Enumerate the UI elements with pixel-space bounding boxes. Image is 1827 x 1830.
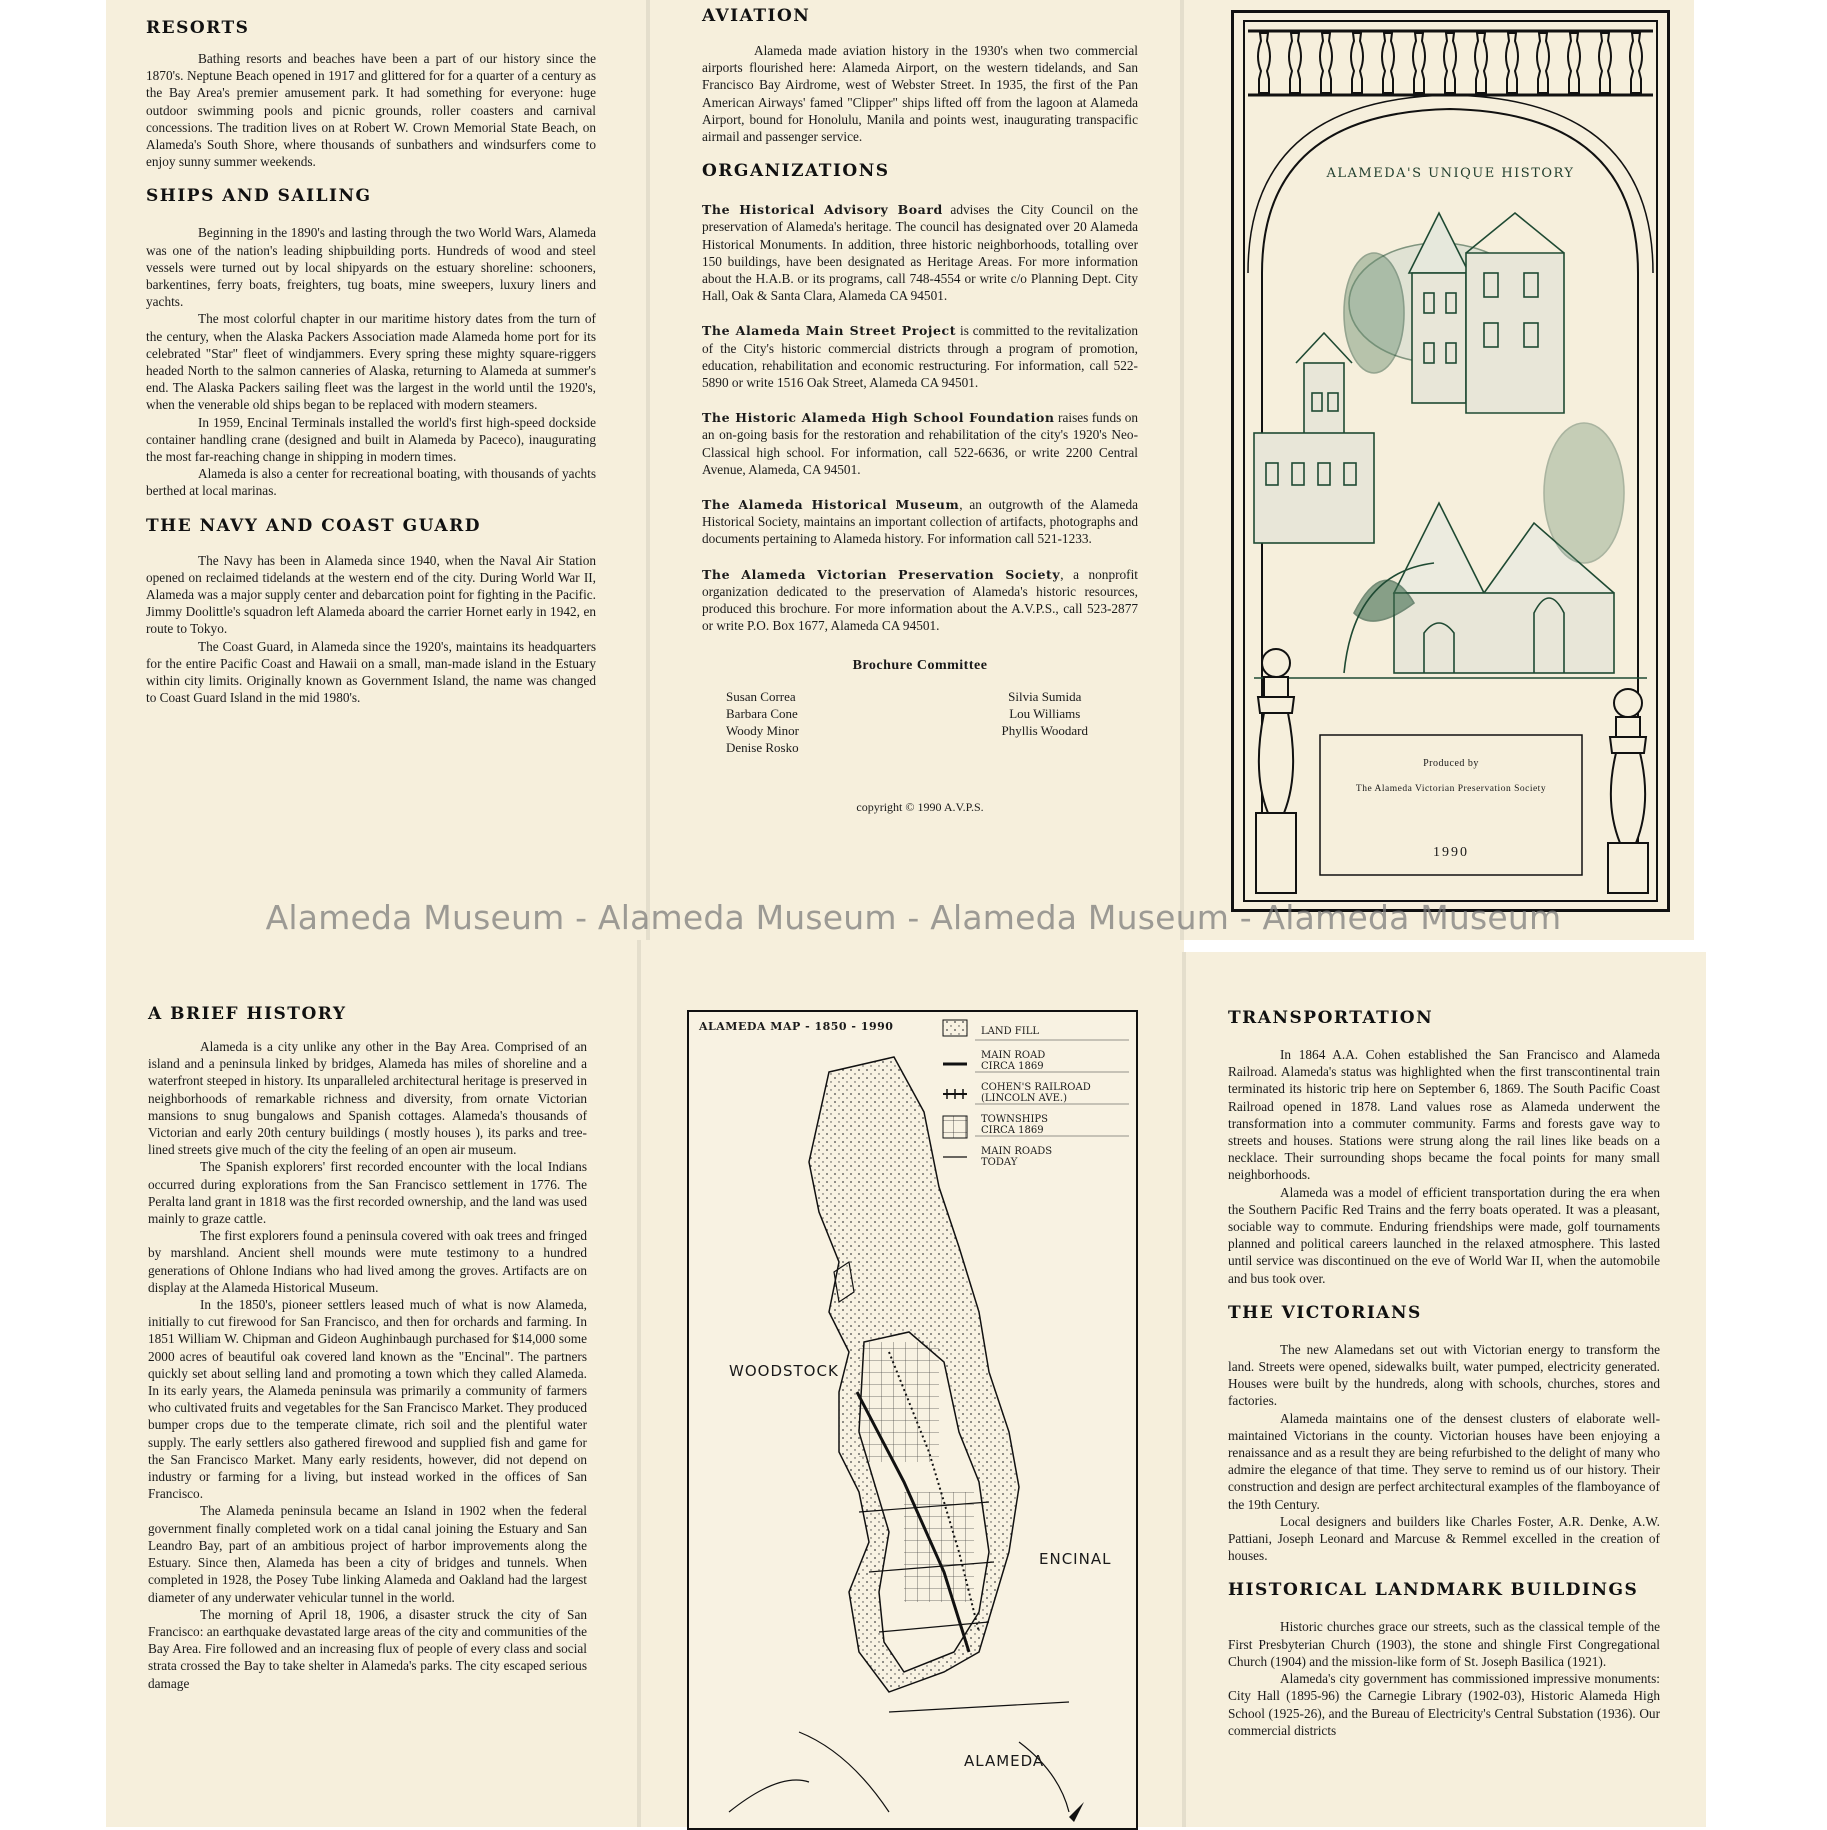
fold-line bbox=[1180, 0, 1184, 940]
committee-member: Barbara Cone bbox=[726, 706, 798, 722]
navy-text-1: The Navy has been in Alameda since 1940, when the Naval Air Station opened on reclaimed tidelands at the western end of the city. During World War II, Alameda was a major supply center and debarcation point for fighting in the Pacific. Jimmy Doolittle's squadron left Alameda aboard the carrier Hornet early in 1942, en route to Tokyo. bbox=[146, 552, 596, 637]
navy-text-2: The Coast Guard, in Alameda since the 1920's, maintains its headquarters for the entire Pacific Coast and Hawaii on a small, man-made island in the Estuary within city limits. Originally known as Government Island, the name was changed to Coast Guard Island in the mid 1980's. bbox=[146, 638, 596, 706]
fold-line bbox=[1182, 952, 1186, 1827]
map-label-alameda: ALAMEDA bbox=[964, 1752, 1045, 1770]
committee-member: Susan Correa bbox=[726, 689, 796, 705]
baluster bbox=[1413, 33, 1425, 93]
ships-heading: SHIPS AND SAILING bbox=[146, 186, 372, 207]
landmark-text-1: Historic churches grace our streets, such as the classical temple of the First Presbyterian Church (1903), the stone and shingle First Congregational Church (1904) and the mission-like form of St. Joseph Basilica (1921). bbox=[1228, 1619, 1660, 1669]
victorians-text-2: Alameda maintains one of the densest clusters of elaborate well-maintained Victorians in the county. Victorian houses have been enjoying a renaissance and as a result they are being refurbished to the delight of many who admire the elegance of that time. They serve to remind us of our history. Their construction and design are perfect architectural examples of the flamboyance of the 19th Century. bbox=[1228, 1410, 1660, 1512]
history-text-4: In the 1850's, pioneer settlers leased much of what is now Alameda, initially to cut firewood for San Francisco, and then for orchards and farming. In 1851 William W. Chipman and Gideon Aughinbaugh purchased for $14,000 some 2000 acres of beautiful oak covered land known as the "Encinal". The partners quickly set about selling land and promoting a town which they called Alameda. In its early years, the Alameda peninsula was primarily a community of farmers who cultivated fruits and vegetables for the San Francisco Market. They produced bumper crops due to the temperate climate, rich soil and the plentiful water supply. The early settlers also gathered firewood and supplied fish and game for the San Francisco Market. Many early residents, however, did not depend on industry or farming for a living, but instead worked in the offices of San Francisco. bbox=[148, 1297, 587, 1502]
history-text-3: The first explorers found a peninsula covered with oak trees and fringed by marshland. Ancient shell mounds were mute testimony to a hundred generations of Ohlone Indians who had lived among the groves. Artifacts are on display at the Alameda Historical Museum. bbox=[148, 1228, 587, 1295]
committee-right-column bbox=[1002, 688, 1088, 756]
society-label: The Alameda Victorian Preservation Society bbox=[1355, 784, 1547, 794]
resorts-text: Bathing resorts and beaches have been a part of our history since the 1870's. Neptune Beach opened in 1917 and glittered for for a quarter of a century as the Bay Area's premier amusement park. It had something for everyone: huge outdoor swimming pools and picnic grounds, roller coasters and carnival concessions. The tradition lives on at Robert W. Crown Memorial State Beach, on Alameda's South Shore, where thousands of sunbathers and windsurfers come to enjoy sunny summer weekends. bbox=[146, 51, 596, 170]
ships-text-3: In 1959, Encinal Terminals installed the world's first high-speed dockside container handling crane (designed and built in Alameda by Paceco), inaugurating the most far-reaching change in shipping in modern times. bbox=[146, 414, 596, 465]
ships-text-1: Beginning in the 1890's and lasting through the two World Wars, Alameda was one of the nation's leading shipbuilding ports. Hundreds of wood and steel vessels were turned out by local shipyards on the estuary shoreline: schooners, barkentines, ferry boats, freighters, tug boats, mine sweepers, luxury liners and yachts. bbox=[146, 225, 596, 310]
resorts-heading: RESORTS bbox=[146, 18, 250, 38]
org-main-street-project: The Alameda Main Street Project is committed to the revitalization of the City's historic commercial districts through a program of promotion, education, rehabilitation and economic restructuring. For information, call 522-5890 or write 1516 Oak Street, Alameda CA 94501. bbox=[702, 323, 1139, 391]
baluster bbox=[1506, 33, 1518, 93]
committee-list bbox=[702, 688, 1138, 756]
baluster bbox=[1258, 33, 1270, 93]
org-historical-advisory-board: The Historical Advisory Board advises the City Council on the preservation of Alameda's heritage. The council has designated over 20 Alameda Historical Monuments. In addition, three historic neighborhoods, totalling over 150 buildings, have been designated as Heritage Areas. For more information about the H.A.B. or its programs, call 748-4554 or write c/o Planning Dept. City Hall, Oak & Santa Clara, Alameda CA 94501. bbox=[702, 202, 1138, 304]
legend-townships-1869: TOWNSHIPS CIRCA 1869 bbox=[981, 1114, 1048, 1136]
landmark-heading: HISTORICAL LANDMARK BUILDINGS bbox=[1228, 1580, 1639, 1601]
cover-illustration bbox=[1234, 13, 1667, 909]
cover-title: ALAMEDA'S UNIQUE HISTORY bbox=[1326, 166, 1575, 181]
brief-history-heading: A BRIEF HISTORY bbox=[148, 1004, 347, 1024]
baluster bbox=[1351, 33, 1363, 93]
produced-by-label: Produced by bbox=[1423, 758, 1479, 769]
victorians-heading: THE VICTORIANS bbox=[1228, 1302, 1422, 1323]
ships-text-2: The most colorful chapter in our maritime history dates from the turn of the century, when the Alaska Packers Association made Alameda home port for its celebrated "Star" fleet of windjammers. Every spring these mighty square-riggers headed North to the salmon canneries of Alaska, returning to Alameda at summer's end. The Alaska Packers sailing fleet was the largest in the world until the 1920's, when the venerable old ships began to be replaced with modern steamers. bbox=[146, 311, 596, 413]
baluster bbox=[1475, 33, 1487, 93]
history-text-6: The morning of April 18, 1906, a disaster struck the city of San Francisco: an earthquake devastated large areas of the city and communities of the Bay Area. Fire followed and an increasing flux of people of every class and social strata crossed the Bay to take shelter in Alameda's parks. The city escaped serious damage bbox=[148, 1606, 587, 1691]
history-text-2: The Spanish explorers' first recorded encounter with the local Indians occurred during explorations from the San Francisco settlement in 1776. The Peralta land grant in 1818 was the first recorded ownership, and the land was used mainly to graze cattle. bbox=[148, 1159, 587, 1227]
baluster bbox=[1537, 33, 1549, 93]
cover-year: 1990 bbox=[1433, 845, 1469, 860]
panel-brief-history bbox=[106, 940, 639, 1827]
watermark: Alameda Museum - Alameda Museum - Alameda Museum - Alameda Museum bbox=[265, 898, 1562, 937]
org-victorian-preservation-society: The Alameda Victorian Preservation Society, a nonprofit organization dedicated to the preservation of Alameda's historic resources, produced this brochure. For more information about the A.V.P.S., call 523-2877 or write P.O. Box 1677, Alameda CA 94501. bbox=[702, 566, 1138, 634]
committee-left-column bbox=[726, 688, 799, 756]
org-high-school-foundation: The Historic Alameda High School Foundation raises funds on an on-going basis for the restoration and rehabilitation of the city's 1920's Neo-Classical high school. For information, call 522-6636, or write 2200 Central Avenue, Alameda, CA 94501. bbox=[702, 410, 1138, 477]
baluster bbox=[1382, 33, 1394, 93]
alameda-map bbox=[687, 1010, 1138, 1830]
committee-member: Lou Williams bbox=[1009, 706, 1081, 722]
map-label-encinal: ENCINAL bbox=[1039, 1550, 1112, 1568]
legend-main-road-1869: MAIN ROAD CIRCA 1869 bbox=[981, 1050, 1046, 1072]
history-text-1: Alameda is a city unlike any other in the Bay Area. Comprised of an island and a peninsula linked by bridges, Alameda has miles of shoreline and a waterfront steeped in history. Its unparalleled architectural heritage is preserved in neighborhoods of remarkable richness and diversity, from ornate Victorian mansions to snug bungalows and Spanish cottages. Alameda's thousands of Victorian and early 20th century buildings ( mostly houses ), its parks and tree-lined streets give much of the city the feeling of an open air museum. bbox=[148, 1039, 587, 1158]
fold-line bbox=[637, 940, 641, 1827]
legend-cohens-railroad: COHEN'S RAILROAD (LINCOLN AVE.) bbox=[981, 1082, 1091, 1104]
copyright-notice: copyright © 1990 A.V.P.S. bbox=[856, 800, 984, 815]
aviation-text: Alameda made aviation history in the 1930's when two commercial airports flourished here: Alameda Airport, on the western tidelands, and San Francisco Bay Airdrome, west of Webster Street. In 1935, the first of the Pan American Airways' famed "Clipper" ships lifted off from the lagoon at Alameda Airport, bound for Honolulu, Manila and points west, inaugurating transpacific airmail and passenger service. bbox=[702, 43, 1138, 145]
baluster bbox=[1320, 33, 1332, 93]
baluster bbox=[1599, 33, 1611, 93]
committee-heading: Brochure Committee bbox=[852, 658, 988, 674]
ships-text-4: Alameda is also a center for recreational boating, with thousands of yachts berthed at local marinas. bbox=[146, 466, 596, 499]
panel-transportation-victorians bbox=[1184, 952, 1706, 1827]
legend-land-fill: LAND FILL bbox=[981, 1026, 1039, 1037]
transportation-text-2: Alameda was a model of efficient transportation during the era when the Southern Pacific Red Trains and the ferry boats operated. It was a pleasant, sociable way to commute. Enduring friendships were made, golf tournaments planned and political careers launched in the relaxed atmosphere. This lasted until service was discontinued on the eve of World War II, when the automobile and bus took over. bbox=[1228, 1184, 1660, 1286]
victorians-text-3: Local designers and builders like Charles Foster, A.R. Denke, A.W. Pattiani, Joseph Leonard and Marcuse & Remmel excelled in the creation of houses. bbox=[1228, 1513, 1660, 1564]
committee-member: Woody Minor bbox=[726, 723, 799, 739]
map-label-woodstock: WOODSTOCK bbox=[729, 1362, 839, 1380]
map-title: ALAMEDA MAP - 1850 - 1990 bbox=[699, 1020, 894, 1033]
baluster bbox=[1289, 33, 1301, 93]
baluster bbox=[1630, 33, 1642, 93]
committee-member: Denise Rosko bbox=[726, 740, 799, 756]
history-text-5: The Alameda peninsula became an Island in 1902 when the federal government finally completed work on a tidal canal joining the Estuary and San Leandro Bay, part of an ambitious project of harbor improvements along the Estuary. Since then, Alameda has been a city of bridges and tunnels. When completed in 1928, the Posey Tube linking Alameda and Oakland had the largest diameter of any underwater vehicular tunnel in the world. bbox=[148, 1503, 587, 1605]
aviation-heading: AVIATION bbox=[702, 6, 811, 26]
baluster bbox=[1444, 33, 1456, 93]
landmark-text-2: Alameda's city government has commissioned impressive monuments: City Hall (1895-96) the Carnegie Library (1902-03), Historic Alameda High School (1925-26), and the Bureau of Electricity's Central Substation (1936). Our commercial districts bbox=[1228, 1671, 1660, 1738]
cover-frame bbox=[1231, 10, 1670, 912]
committee-member: Silvia Sumida bbox=[1008, 689, 1082, 705]
transportation-text-1: In 1864 A.A. Cohen established the San Francisco and Alameda Railroad. Alameda's status was highlighted when the first transcontinental train terminated its historic trip here on September 6, 1869. The South Pacific Coast Railroad opened in 1878. Land values rose as Alameda underwent the transformation into a commuter community. Farms and forests gave way to streets and houses. Stations were strung along the rail lines like beads on a necklace. Their surrounding shops became the focal points for many small neighborhoods. bbox=[1228, 1047, 1660, 1183]
map-legend bbox=[981, 1026, 1131, 1168]
fold-line bbox=[646, 0, 650, 940]
committee-member: Phyllis Woodard bbox=[1001, 723, 1088, 739]
org-historical-museum: The Alameda Historical Museum, an outgrowth of the Alameda Historical Society, maintains an important collection of artifacts, photographs and documents pertaining to Alameda history. For information call 521-1233. bbox=[702, 497, 1138, 547]
panel-resorts-ships-navy bbox=[106, 0, 649, 940]
organizations-heading: ORGANIZATIONS bbox=[702, 161, 890, 182]
baluster bbox=[1568, 33, 1580, 93]
panel-aviation-organizations bbox=[649, 0, 1182, 940]
victorians-text-1: The new Alamedans set out with Victorian energy to transform the land. Streets were opened, sidewalks built, water pumped, electricity generated. Houses were built by the hundreds, along with schools, churches, stores and factories. bbox=[1228, 1341, 1660, 1409]
legend-main-roads-today: MAIN ROADS TODAY bbox=[981, 1146, 1053, 1168]
transportation-heading: TRANSPORTATION bbox=[1228, 1008, 1434, 1028]
navy-heading: THE NAVY AND COAST GUARD bbox=[146, 515, 481, 536]
